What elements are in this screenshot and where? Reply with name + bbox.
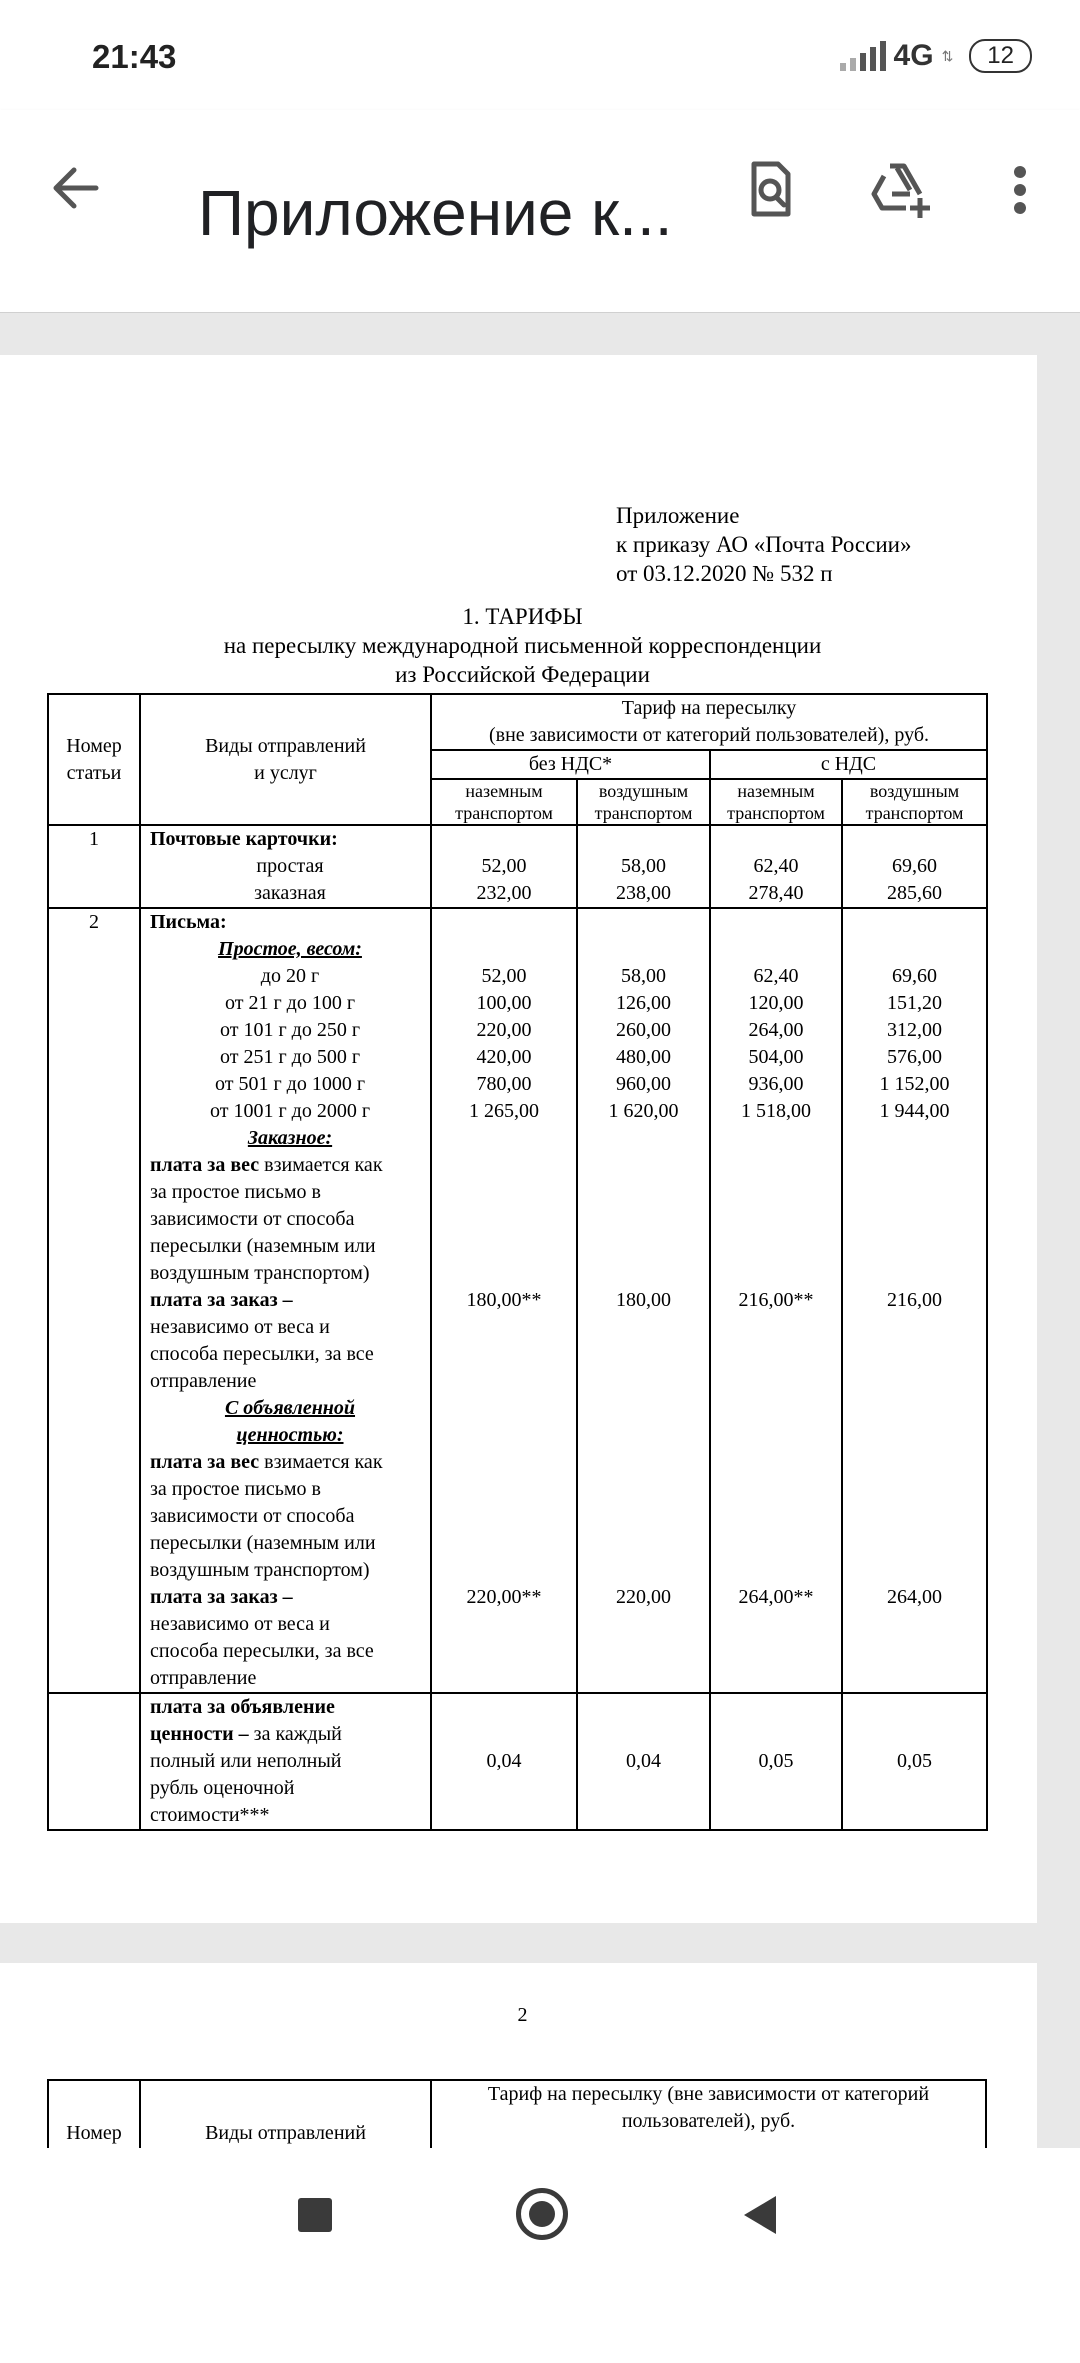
blank-line	[711, 1368, 841, 1395]
fee-text: способа пересылки, за все	[150, 1640, 374, 1662]
blank-line	[711, 1125, 841, 1152]
price-value: 420,00	[476, 1046, 532, 1068]
header-text: транспортом	[727, 803, 825, 823]
appendix-line: от 03.12.2020 № 532 п	[616, 561, 833, 586]
header-text: Виды отправлений	[205, 734, 366, 757]
fee-title: плата за заказ –	[150, 1289, 293, 1311]
fee-title: плата за заказ –	[150, 1586, 293, 1608]
blank-line	[578, 1557, 709, 1584]
price-cell	[842, 908, 987, 1693]
blank-line	[578, 909, 709, 936]
price-cell	[577, 825, 710, 908]
blank-line	[843, 909, 986, 936]
section-label	[140, 908, 431, 1693]
price-value: 264,00	[748, 1019, 804, 1041]
fee-text: взимается как	[259, 1451, 383, 1473]
fee-text: способа пересылки, за все	[150, 1343, 374, 1365]
col-header-vat	[710, 750, 987, 779]
row-label: от 501 г до 1000 г	[214, 1073, 366, 1095]
blank-line	[578, 1206, 709, 1233]
price-cell	[710, 825, 842, 908]
status-time: 21:43	[92, 38, 177, 75]
blank-line	[711, 1314, 841, 1341]
price-value: 260,00	[616, 1019, 671, 1041]
price-cell	[431, 1693, 577, 1830]
price-value: 576,00	[887, 1046, 942, 1068]
blank-line	[432, 1233, 576, 1260]
price-value: 216,00**	[738, 1289, 814, 1311]
blank-line	[578, 1395, 709, 1422]
blank-line	[432, 1476, 576, 1503]
fee-text: пересылки (наземным или	[150, 1235, 376, 1257]
blank-line	[843, 1152, 986, 1179]
row-label: от 1001 г до 2000 г	[209, 1100, 371, 1122]
col-header-ground	[431, 779, 577, 825]
blank-line	[578, 1152, 709, 1179]
header-text: воздушным	[598, 781, 689, 801]
fee-text: независимо от веса и	[150, 1316, 330, 1338]
blank-line	[578, 1314, 709, 1341]
section-label	[140, 1693, 431, 1830]
blank-line	[843, 1557, 986, 1584]
blank-line	[711, 1503, 841, 1530]
blank-line	[711, 936, 841, 963]
heading-line: на пересылку международной письменной корреспонденции	[223, 633, 822, 658]
price-value: 960,00	[616, 1073, 671, 1095]
blank-line	[432, 1314, 576, 1341]
battery-icon	[969, 39, 1032, 73]
header-text: статьи	[66, 761, 122, 784]
subsection-title: Заказное:	[247, 1127, 333, 1149]
appendix-line: Приложение	[616, 503, 740, 528]
fee-text: зависимости от способа	[150, 1505, 355, 1527]
blank-line	[432, 1260, 576, 1287]
appendix-line: к приказу АО «Почта России»	[616, 532, 912, 557]
blank-line	[711, 1341, 841, 1368]
fee-text: воздушным транспортом)	[150, 1262, 370, 1284]
recents-button[interactable]	[298, 2198, 332, 2232]
blank-line	[578, 1530, 709, 1557]
price-cell	[431, 825, 577, 908]
signal-icon	[840, 41, 886, 71]
price-cell	[431, 908, 577, 1693]
price-value: 278,40	[748, 882, 804, 904]
blank-line	[432, 1422, 576, 1449]
home-button[interactable]	[516, 2188, 568, 2240]
fee-text: за простое письмо в	[150, 1181, 321, 1203]
header-text: наземным	[465, 781, 543, 801]
blank-line	[432, 1503, 576, 1530]
table-row	[48, 825, 987, 908]
fee-text: независимо от веса и	[150, 1613, 330, 1635]
blank-line	[432, 1206, 576, 1233]
blank-line	[843, 1206, 986, 1233]
fee-text: рубль оценочной	[150, 1777, 295, 1799]
blank-line	[432, 1125, 576, 1152]
price-value: 312,00	[887, 1019, 942, 1041]
price-value: 232,00	[476, 882, 532, 904]
price-value: 100,00	[476, 992, 532, 1014]
blank-line	[843, 1449, 986, 1476]
price-cell	[577, 1693, 710, 1830]
blank-line	[578, 1476, 709, 1503]
back-button[interactable]	[744, 2196, 776, 2234]
price-value: 0,05	[897, 1750, 932, 1772]
header-text: Номер	[66, 734, 122, 757]
section-label	[140, 825, 431, 908]
blank-line	[843, 1341, 986, 1368]
header-text: пользователей), руб.	[621, 2110, 796, 2132]
col-header-kind	[140, 694, 431, 825]
blank-line	[578, 1341, 709, 1368]
document-title: Приложение к...	[198, 177, 673, 249]
blank-line	[843, 1503, 986, 1530]
header-text: (вне зависимости от категорий пользователей), руб.	[489, 724, 929, 746]
price-value: 62,40	[753, 965, 799, 987]
price-value: 58,00	[621, 855, 666, 877]
blank-line	[843, 1476, 986, 1503]
header-text: наземным	[737, 781, 815, 801]
price-value: 936,00	[748, 1073, 804, 1095]
blank-line	[711, 1449, 841, 1476]
fee-title: ценности –	[150, 1723, 249, 1745]
price-value: 1 518,00	[741, 1100, 811, 1122]
price-value: 238,00	[616, 882, 671, 904]
col-header-number	[48, 694, 140, 825]
price-value: 264,00**	[738, 1586, 814, 1608]
cell-text: 2	[89, 911, 99, 933]
pdf-page-1	[0, 355, 1037, 1923]
price-value: 0,04	[486, 1750, 522, 1772]
blank-line	[578, 936, 709, 963]
price-cell	[577, 908, 710, 1693]
blank-line	[711, 1395, 841, 1422]
price-value: 0,04	[626, 1750, 661, 1772]
price-value: 1 620,00	[608, 1100, 679, 1122]
header-text: и услуг	[254, 761, 317, 784]
blank-line	[432, 1557, 576, 1584]
price-value: 220,00	[476, 1019, 532, 1041]
blank-line	[578, 1422, 709, 1449]
col-header-air	[577, 779, 710, 825]
fee-title: плата за объявление	[150, 1696, 335, 1718]
blank-line	[578, 1125, 709, 1152]
fee-text: за простое письмо в	[150, 1478, 321, 1500]
price-value: 120,00	[748, 992, 804, 1014]
price-cell	[710, 1693, 842, 1830]
price-value: 126,00	[616, 992, 671, 1014]
fee-text: стоимости***	[150, 1804, 270, 1826]
status-bar	[0, 0, 1080, 110]
row-label: простая	[256, 855, 324, 877]
row-label: заказная	[254, 882, 326, 904]
empty-cell	[48, 1693, 140, 1830]
header-text: транспортом	[594, 803, 693, 823]
fee-text: взимается как	[259, 1154, 383, 1176]
section-number	[48, 825, 140, 908]
price-value: 58,00	[621, 965, 666, 987]
blank-line	[711, 909, 841, 936]
blank-line	[578, 1368, 709, 1395]
blank-line	[432, 1395, 576, 1422]
row-label: от 251 г до 500 г	[219, 1046, 361, 1068]
section-title: Письма:	[150, 911, 227, 933]
data-arrows-icon: ⇅	[941, 47, 954, 64]
fee-text: отправление	[150, 1370, 257, 1392]
battery-level: 12	[987, 42, 1014, 69]
section-number	[48, 908, 140, 1693]
row-label: от 101 г до 250 г	[219, 1019, 361, 1041]
price-value: 1 152,00	[879, 1073, 950, 1095]
price-value: 69,60	[892, 855, 937, 877]
header-text: транспортом	[455, 803, 553, 823]
price-value: 264,00	[887, 1586, 942, 1608]
price-value: 220,00**	[466, 1586, 542, 1608]
blank-line	[432, 936, 576, 963]
table-row	[48, 1693, 987, 1830]
blank-line	[711, 1179, 841, 1206]
blank-line	[711, 1530, 841, 1557]
back-arrow-icon[interactable]	[48, 160, 104, 216]
col-header-no-vat	[431, 750, 710, 779]
price-value: 180,00**	[466, 1289, 542, 1311]
row-label: до 20 г	[260, 965, 320, 987]
price-value: 220,00	[616, 1586, 671, 1608]
app-bar	[0, 110, 1080, 313]
blank-line	[711, 1557, 841, 1584]
blank-line	[578, 1449, 709, 1476]
price-value: 69,60	[892, 965, 937, 987]
price-value: 216,00	[887, 1289, 942, 1311]
blank-line	[843, 1395, 986, 1422]
blank-line	[578, 1233, 709, 1260]
blank-line	[432, 1179, 576, 1206]
network-type: 4G	[893, 39, 934, 72]
fee-text: зависимости от способа	[150, 1208, 355, 1230]
blank-line	[432, 1341, 576, 1368]
price-cell	[842, 1693, 987, 1830]
blank-line	[843, 936, 986, 963]
price-value: 480,00	[616, 1046, 671, 1068]
blank-line	[432, 1449, 576, 1476]
price-value: 285,60	[887, 882, 942, 904]
header-text: Виды отправлений	[205, 2122, 366, 2144]
heading-line: 1. ТАРИФЫ	[462, 604, 583, 629]
blank-line	[711, 1422, 841, 1449]
pdf-viewer[interactable]	[0, 313, 1080, 2148]
fee-text: за каждый	[248, 1723, 342, 1745]
header-text: с НДС	[820, 753, 877, 775]
cell-text: 1	[89, 828, 99, 850]
blank-line	[432, 909, 576, 936]
header-text: воздушным	[869, 781, 960, 801]
heading-line: из Российской Федерации	[395, 662, 650, 687]
blank-line	[578, 1503, 709, 1530]
price-value: 1 944,00	[879, 1100, 950, 1122]
table-row	[48, 908, 987, 1693]
row-label: от 21 г до 100 г	[224, 992, 356, 1014]
blank-line	[578, 1179, 709, 1206]
fee-text: воздушным транспортом)	[150, 1559, 370, 1581]
navigation-bar	[0, 2148, 1080, 2280]
blank-line	[711, 1233, 841, 1260]
section-title: Почтовые карточки:	[150, 828, 338, 850]
doc-heading	[0, 602, 1045, 689]
subsection-title: ценностью:	[236, 1424, 344, 1446]
fee-title: плата за вес	[150, 1451, 260, 1473]
price-value: 780,00	[476, 1073, 532, 1095]
subsection-title: С объявленной	[224, 1397, 356, 1419]
blank-line	[843, 1179, 986, 1206]
price-cell	[842, 825, 987, 908]
blank-line	[843, 1530, 986, 1557]
header-text: без НДС*	[528, 753, 613, 775]
blank-line	[578, 1260, 709, 1287]
blank-line	[711, 1476, 841, 1503]
blank-line	[843, 1233, 986, 1260]
price-value: 151,20	[887, 992, 942, 1014]
col-header-ground	[710, 779, 842, 825]
fee-text: пересылки (наземным или	[150, 1532, 376, 1554]
blank-line	[843, 1314, 986, 1341]
price-value: 180,00	[616, 1289, 671, 1311]
price-value: 52,00	[481, 965, 527, 987]
header-text: транспортом	[865, 803, 964, 823]
blank-line	[711, 1152, 841, 1179]
page-number: 2	[517, 2004, 528, 2026]
price-value: 52,00	[481, 855, 527, 877]
price-value: 0,05	[758, 1750, 794, 1772]
price-value: 1 265,00	[469, 1100, 539, 1122]
blank-line	[843, 1368, 986, 1395]
price-cell	[710, 908, 842, 1693]
tariff-table	[47, 693, 988, 1831]
price-value: 62,40	[753, 855, 799, 877]
header-text: Тариф на пересылку	[621, 697, 797, 719]
blank-line	[432, 1530, 576, 1557]
fee-text: полный или неполный	[150, 1750, 342, 1772]
more-vert-icon[interactable]	[990, 158, 1050, 222]
blank-line	[843, 1260, 986, 1287]
fee-text: отправление	[150, 1667, 257, 1689]
fee-title: плата за вес	[150, 1154, 260, 1176]
blank-line	[843, 1125, 986, 1152]
col-header-tariff	[431, 694, 987, 750]
search-document-icon[interactable]	[738, 158, 802, 222]
blank-line	[711, 1260, 841, 1287]
col-header-air	[842, 779, 987, 825]
price-value: 504,00	[748, 1046, 804, 1068]
status-icons	[840, 36, 1032, 76]
header-text: Номер	[66, 2122, 122, 2144]
blank-line	[843, 1422, 986, 1449]
blank-line	[432, 1368, 576, 1395]
blank-line	[432, 1152, 576, 1179]
add-to-drive-icon[interactable]	[870, 158, 934, 222]
appendix-note	[616, 501, 911, 588]
blank-line	[711, 1206, 841, 1233]
header-text: Тариф на пересылку (вне зависимости от категорий	[487, 2083, 930, 2105]
subsection-title: Простое, весом:	[218, 938, 362, 960]
